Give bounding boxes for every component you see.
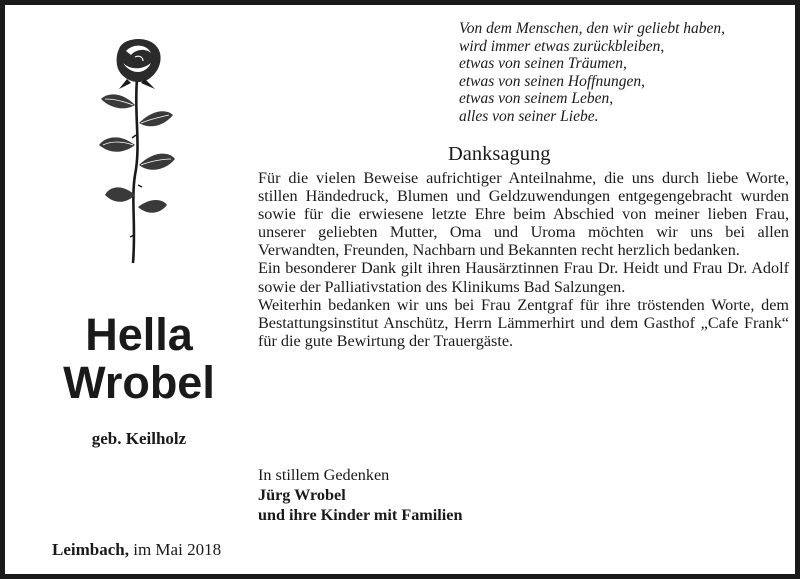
signatory-name: Jürg Wrobel bbox=[258, 486, 346, 504]
memorial-poem bbox=[459, 20, 789, 126]
deceased-name bbox=[43, 311, 235, 407]
poem-line: etwas von seinem Leben, bbox=[459, 90, 614, 108]
thanks-paragraph: Weiterhin bedanken wir uns bei Frau Zentgraf für ihre tröstenden Worte, dem Bestattungsinstitut Anschütz, Herrn Lämmerhirt und dem Gasthof „Cafe Frank“ für die gute Bewirtung der Trauergäste. bbox=[258, 295, 789, 350]
thanks-paragraph: Ein besonderer Dank gilt ihren Hausärztinnen Frau Dr. Heidt und Frau Dr. Adolf sowie der Palliativstation des Klinikums Bad Salzungen. bbox=[258, 259, 789, 296]
closing-signature bbox=[258, 465, 462, 525]
rose-icon bbox=[93, 35, 183, 265]
deceased-last-name: Wrobel bbox=[63, 357, 215, 408]
date-text: im Mai 2018 bbox=[133, 540, 222, 559]
maiden-name: geb. Keilholz bbox=[91, 429, 187, 448]
page-title: Danksagung bbox=[448, 143, 551, 165]
thanks-paragraph: Für die vielen Beweise aufrichtiger Anteilnahme, die uns durch liebe Worte, stillen Händedruck, Blumen und Geldzuwendungen entgegengebracht wurden sowie für die erwiesene letzte Ehre beim Abschied von meiner lieben Frau, unserer geliebten Mutter, Oma und Uroma möchten wir uns bei allen Verwandten, Freunden, Nachbarn und Bekannten recht herzlich bedanken. bbox=[258, 169, 789, 260]
signatory-family: und ihre Kinder mit Familien bbox=[258, 506, 463, 524]
poem-line: wird immer etwas zurückbleiben, bbox=[459, 37, 665, 55]
poem-line: etwas von seinen Hoffnungen, bbox=[459, 72, 645, 90]
poem-line: Von dem Menschen, den wir geliebt haben, bbox=[459, 20, 726, 37]
deceased-first-name: Hella bbox=[85, 309, 193, 360]
place-date bbox=[52, 540, 221, 560]
closing-line: In stillem Gedenken bbox=[258, 466, 390, 484]
thank-you-text bbox=[258, 169, 789, 350]
poem-line: etwas von seinen Träumen, bbox=[459, 55, 627, 73]
place-name: Leimbach, bbox=[52, 540, 129, 559]
poem-line: alles von seiner Liebe. bbox=[459, 107, 599, 125]
